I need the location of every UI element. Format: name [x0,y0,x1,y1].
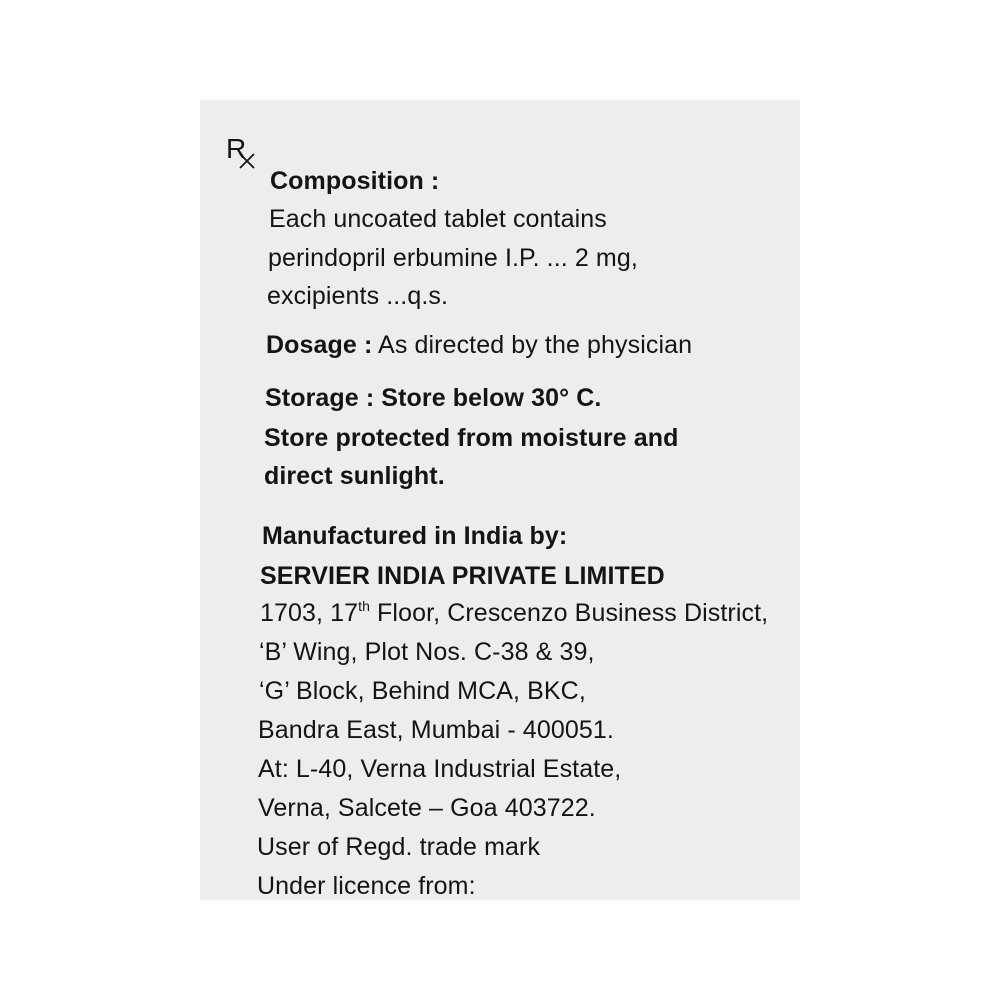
address-line: User of Regd. trade mark [257,833,541,861]
dosage-text: As directed by the physician [372,331,693,359]
address-line: Bandra East, Mumbai - 400051. [258,716,614,744]
address-line: 1703, 17th Floor, Crescenzo Business District, [260,598,769,627]
rx-prescription-icon [226,130,258,170]
composition-line: perindopril erbumine I.P. ... 2 mg, [268,244,638,272]
address-line: ‘B’ Wing, Plot Nos. C-38 & 39, [259,638,595,666]
composition-line: Each uncoated tablet contains [269,205,607,233]
address-line: Verna, Salcete – Goa 403722. [258,794,596,822]
storage-line: direct sunlight. [264,462,445,490]
dosage-label: Dosage : [266,331,373,359]
address-line: Under licence from: [257,872,476,900]
manufacturer-name: SERVIER INDIA PRIVATE LIMITED [260,562,665,590]
composition-heading: Composition : [270,167,440,195]
svg-text:R: R [226,133,247,164]
composition-line: excipients ...q.s. [267,282,449,310]
manufacturer-heading: Manufactured in India by: [262,522,568,550]
storage-line: Storage : Store below 30° C. [265,384,602,412]
address-line: ‘G’ Block, Behind MCA, BKC, [259,677,586,705]
storage-line: Store protected from moisture and [264,424,679,452]
dosage-line [266,330,692,360]
medicine-label-panel [200,100,800,900]
address-line: At: L-40, Verna Industrial Estate, [258,755,622,783]
